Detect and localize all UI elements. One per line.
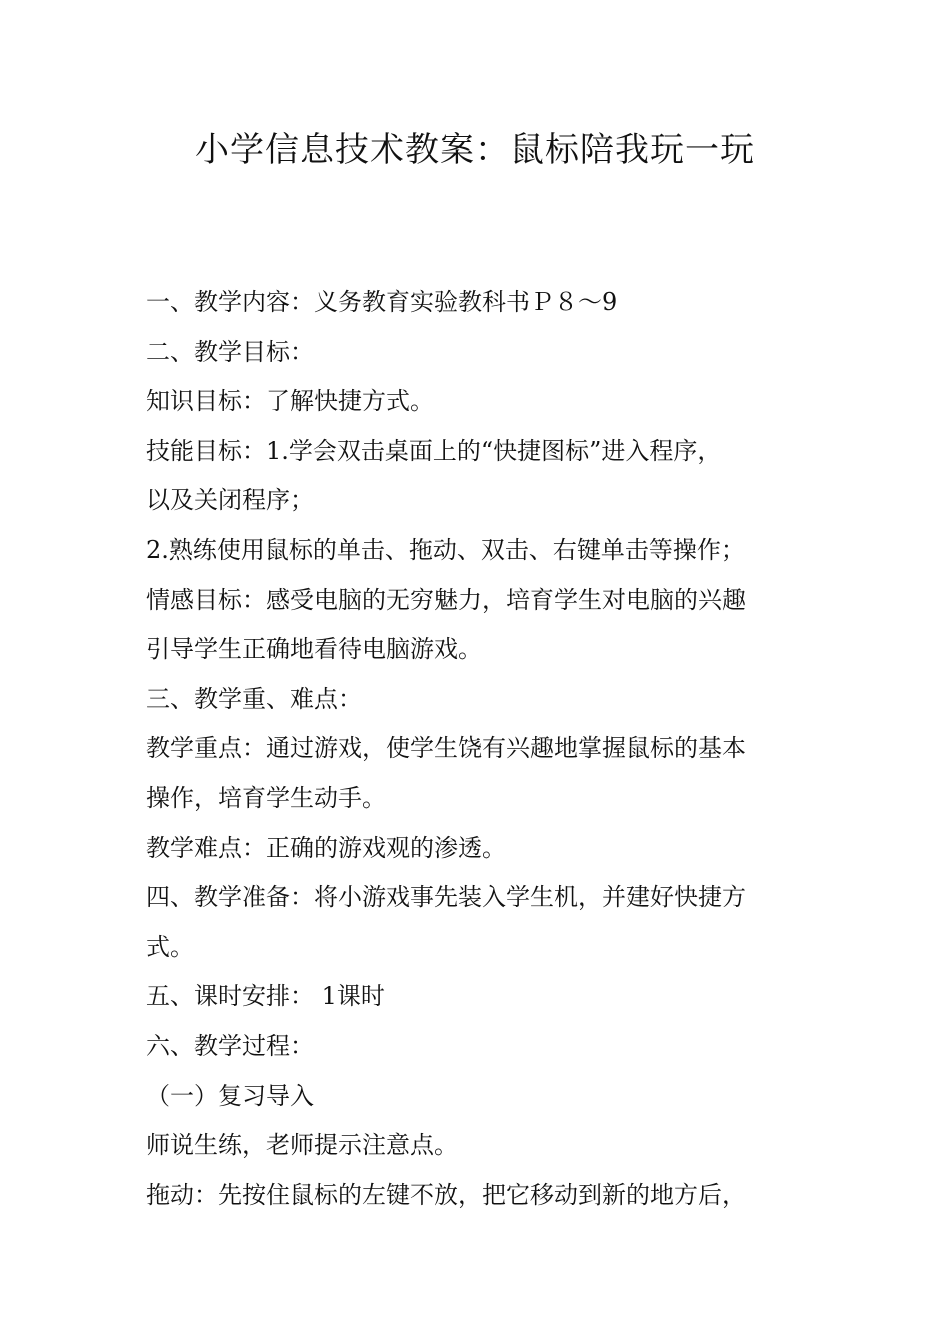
text-line: 三、教学重、难点： — [146, 684, 362, 713]
document-body — [146, 278, 816, 1220]
text-line: 教学难点：正确的游戏观的渗透。 — [146, 833, 506, 862]
document-title: 小学信息技术教案：鼠标陪我玩一玩 — [195, 130, 755, 170]
text-line: 操作，培育学生动手。 — [146, 783, 386, 812]
text-line: 一、教学内容：义务教育实验教科书Ｐ８～9 — [146, 288, 618, 316]
text-line: 四、教学准备：将小游戏事先装入学生机，并建好快捷方 — [146, 883, 746, 912]
text-line: 式。 — [146, 932, 194, 961]
text-line: 以及关闭程序； — [146, 486, 314, 515]
text-line: 师说生练，老师提示注意点。 — [146, 1131, 458, 1160]
text-line: 情感目标：感受电脑的无穷魅力，培育学生对电脑的兴趣 — [146, 585, 746, 614]
text-line: 2.熟练使用鼠标的单击、拖动、双击、右键单击等操作； — [146, 535, 745, 564]
text-line: 引导学生正确地看待电脑游戏。 — [146, 635, 482, 664]
text-line: 技能目标：1.学会双击桌面上的“快捷图标”进入程序， — [146, 436, 722, 465]
text-line: 知识目标：了解快捷方式。 — [146, 387, 434, 416]
text-line: 教学重点：通过游戏，使学生饶有兴趣地掌握鼠标的基本 — [146, 734, 746, 763]
text-line: 二、教学目标： — [146, 337, 314, 366]
text-line: （一）复习导入 — [146, 1081, 314, 1110]
text-line: 六、教学过程： — [146, 1031, 314, 1060]
text-line: 拖动：先按住鼠标的左键不放，把它移动到新的地方后， — [146, 1180, 746, 1209]
text-line: 五、课时安排： 1课时 — [146, 982, 385, 1011]
